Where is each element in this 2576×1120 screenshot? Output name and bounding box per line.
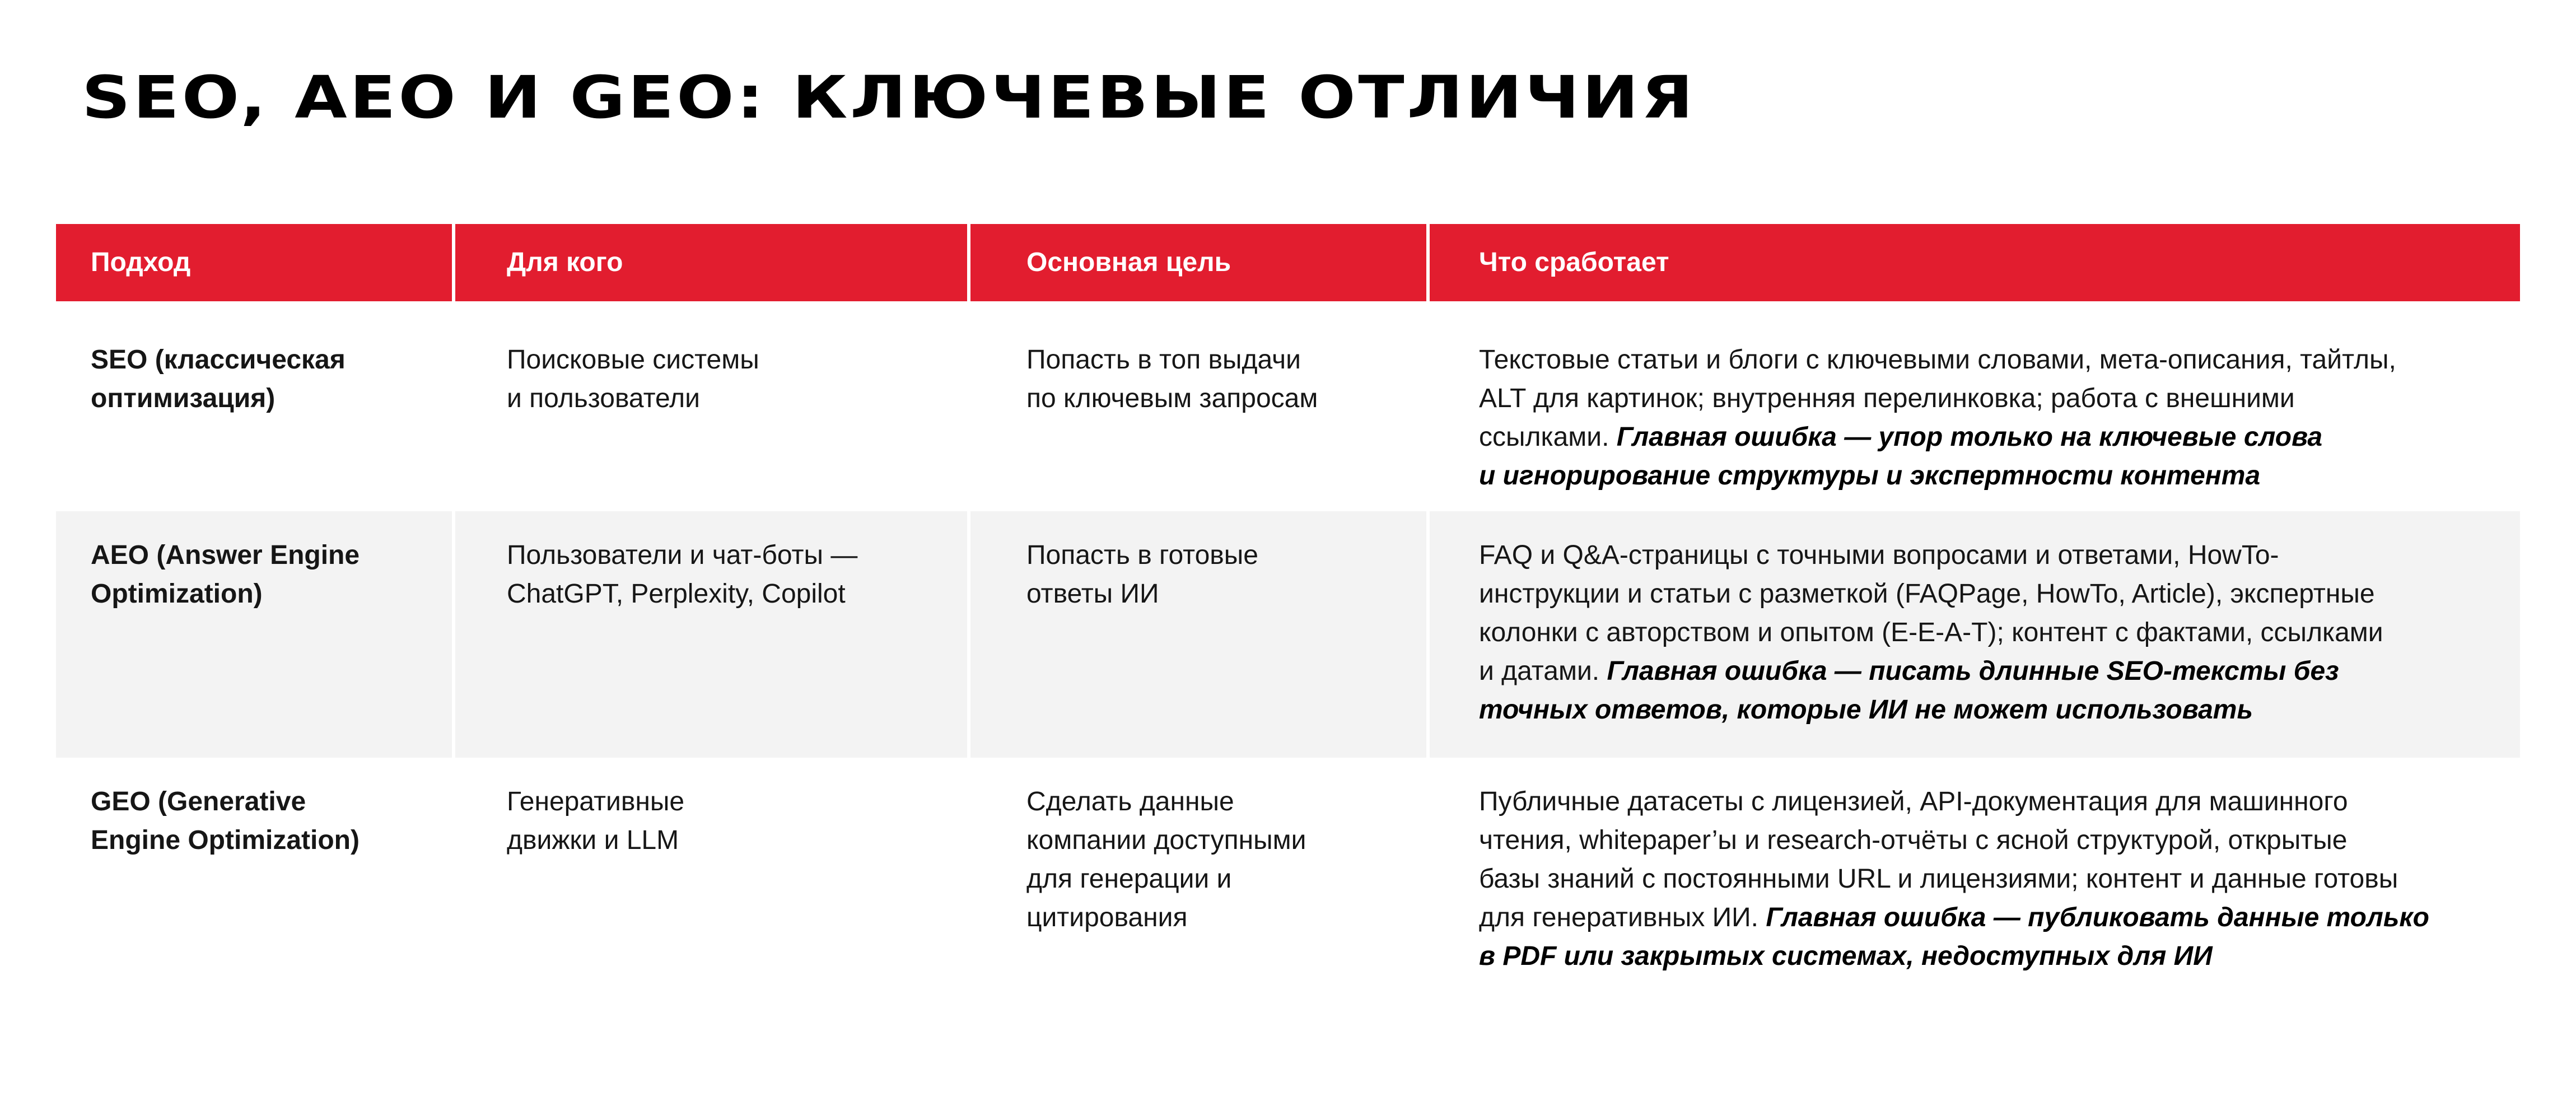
works-line: Публичные датасеты с лицензией, API-документация для машинного: [1479, 787, 2348, 816]
cell-what-works: [1428, 301, 2520, 511]
cell-goal: [969, 511, 1428, 758]
header-row: [56, 224, 2520, 301]
goal-line: Сделать данные: [1026, 787, 1234, 816]
works-line: Текстовые статьи и блоги с ключевыми словами, мета-описания, тайтлы,: [1479, 345, 2396, 375]
mistake-text: Главная ошибка — писать длинные SEO-тексты без: [1607, 656, 2339, 686]
approach-line: Optimization): [91, 579, 263, 609]
audience-line: Поисковые системы: [507, 345, 759, 375]
works-line: инструкции и статьи с разметкой (FAQPage, HowTo, Article), экспертные: [1479, 579, 2375, 609]
audience-line: Пользователи и чат-боты —: [507, 540, 858, 570]
mistake-text: точных ответов, которые ИИ не может использовать: [1479, 695, 2253, 725]
audience-line: Генеративные: [507, 787, 685, 816]
audience-line: ChatGPT, Perplexity, Copilot: [507, 579, 846, 609]
goal-line: ответы ИИ: [1026, 579, 1159, 609]
table-header: [56, 224, 2520, 301]
audience-line: движки и LLM: [507, 825, 679, 855]
works-line: для генеративных ИИ.: [1479, 903, 1759, 932]
works-line: колонки с авторством и опытом (E-E-A-T); контент с фактами, ссылками: [1479, 618, 2383, 647]
cell-audience: [454, 511, 969, 758]
goal-line: цитирования: [1026, 903, 1188, 932]
works-line: и датами.: [1479, 656, 1600, 686]
page-title: SEO, AEO И GEO: КЛЮЧЕВЫЕ ОТЛИЧИЯ: [82, 63, 1696, 132]
works-line: ссылками.: [1479, 422, 1609, 452]
approach-line: SEO (классическая: [91, 345, 346, 375]
mistake-text: и игнорирование структуры и экспертности контента: [1479, 461, 2261, 491]
cell-approach: [56, 758, 454, 1015]
goal-line: по ключевым запросам: [1026, 384, 1318, 413]
header-approach: Подход: [56, 224, 454, 301]
goal-line: для генерации и: [1026, 864, 1232, 894]
header-what-works: Что сработает: [1428, 224, 2520, 301]
cell-audience: [454, 758, 969, 1015]
goal-line: компании доступными: [1026, 825, 1306, 855]
cell-what-works: [1428, 758, 2520, 1015]
mistake-text: Главная ошибка — публиковать данные только: [1766, 903, 2429, 932]
approach-line: AEO (Answer Engine: [91, 540, 360, 570]
approach-line: оптимизация): [91, 384, 276, 413]
mistake-text: Главная ошибка — упор только на ключевые слова: [1616, 422, 2323, 452]
cell-what-works: [1428, 511, 2520, 758]
audience-line: и пользователи: [507, 384, 700, 413]
cell-approach: [56, 511, 454, 758]
header-audience: Для кого: [454, 224, 969, 301]
table-row-aeo: [56, 511, 2520, 758]
table-row-geo: [56, 758, 2520, 1015]
table-body: [56, 301, 2520, 1015]
mistake-text: в PDF или закрытых системах, недоступных для ИИ: [1479, 941, 2213, 971]
goal-line: Попасть в топ выдачи: [1026, 345, 1301, 375]
approach-line: GEO (Generative: [91, 787, 306, 816]
goal-line: Попасть в готовые: [1026, 540, 1258, 570]
works-line: чтения, whitepaper’ы и research-отчёты с ясной структурой, открытые: [1479, 825, 2348, 855]
works-line: FAQ и Q&A-страницы с точными вопросами и ответами, HowTo-: [1479, 540, 2279, 570]
cell-approach: [56, 301, 454, 511]
cell-goal: [969, 758, 1428, 1015]
comparison-table: [56, 224, 2520, 1015]
cell-audience: [454, 301, 969, 511]
table-row-seo: [56, 301, 2520, 511]
approach-line: Engine Optimization): [91, 825, 360, 855]
works-line: ALT для картинок; внутренняя перелинковка; работа с внешними: [1479, 384, 2295, 413]
works-line: базы знаний с постоянными URL и лицензиями; контент и данные готовы: [1479, 864, 2398, 894]
cell-goal: [969, 301, 1428, 511]
header-goal: Основная цель: [969, 224, 1428, 301]
